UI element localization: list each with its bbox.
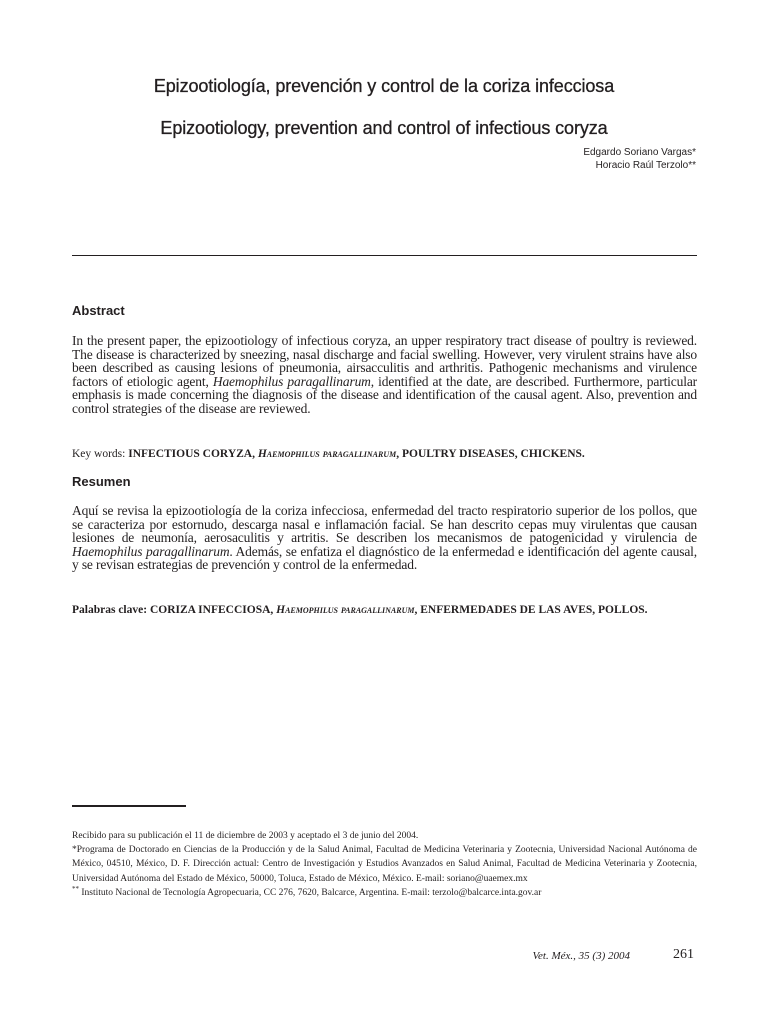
palabras-species: Haemophilus paragallinarum (276, 604, 415, 616)
title-spanish: Epizootiología, prevención y control de la coriza infecciosa (153, 76, 615, 97)
palabras-part2: , ENFERMEDADES DE LAS AVES, POLLOS. (414, 604, 648, 616)
keywords-line (72, 447, 697, 462)
footnote-author-2-text: Instituto Nacional de Tecnología Agropecuaria, CC 276, 7620, Balcarce, Argentina. E-mail: terzolo@balcarce.inta.gov.ar (79, 887, 542, 898)
resumen-text-part1: Aquí se revisa la epizootiología de la coriza infecciosa, enfermedad del tracto respiratorio superior de los pollos, que se caracteriza por estornudo, descarga nasal e inflamación facial. Se han descrito cepas muy virulentas que causan lesiones de neumonía, aerosaculitis y artritis. Se describen los mecanismos de patogenicidad y virulencia de (72, 503, 697, 545)
palabras-label: Palabras clave: (72, 604, 148, 616)
header-divider (72, 255, 697, 256)
abstract-heading: Abstract (72, 303, 125, 318)
keywords-part2: , POULTRY DISEASES, CHICKENS. (396, 448, 585, 460)
keywords-part1: INFECTIOUS CORYZA, (128, 448, 255, 460)
abstract-text (72, 334, 697, 415)
footnote-received: Recibido para su publicación el 11 de diciembre de 2003 y aceptado el 3 de junio del 2004. (72, 831, 419, 841)
keywords-label: Key words: (72, 448, 126, 460)
abstract-species-name: Haemophilus paragallinarum (212, 373, 371, 389)
palabras-part1: CORIZA INFECCIOSA, (149, 604, 274, 616)
footnote-divider (72, 805, 186, 807)
palabras-clave-line (72, 603, 697, 618)
footnote-author-1: *Programa de Doctorado en Ciencias de la Producción y de la Salud Animal, Facultad de Medicina Veterinaria y Zootecnia, Universidad Nacional Autónoma de México, 04510, México, D. F. Dirección actual: Centro de Investigación y Estudios Avanzados en Salud Animal, Facultad de Medicina Veterinaria y Zootecnia, Universidad Autónoma del Estado de México, 50000, Toluca, Estado de México, México. E-mail: soriano@uaemex.mx (72, 845, 697, 884)
keywords-species: Haemophilus paragallinarum (257, 448, 397, 460)
author-2: Horacio Raúl Terzolo** (595, 160, 696, 171)
footnote-author-2 (72, 886, 697, 900)
abstract-text-part2: , identified at the date, are described. Furthermore, particular emphasis is made concerning the diagnosis of the disease and identification of the causal agent. Also, prevention and control strategies of the disease are reviewed. (72, 373, 698, 416)
resumen-species-name: Haemophilus paragallinarum (72, 543, 230, 559)
title-english: Epizootiology, prevention and control of infectious coryza (160, 118, 608, 139)
resumen-heading: Resumen (72, 474, 131, 489)
footnote-mark: ** (72, 884, 79, 893)
resumen-text-part2: . Además, se enfatiza el diagnóstico de la enfermedad e identificación del agente causal, y se revisan estrategias de prevención y control de la enfermedad. (72, 543, 697, 572)
footnotes-block (72, 829, 697, 900)
abstract-text-part1: In the present paper, the epizootiology of infectious coryza, an upper respiratory tract disease of poultry is reviewed. The disease is characterized by sneezing, nasal discharge and facial swelling. However, very virulent strains have also been described as causing lesions of pneumonia, airsacculitis and arthritis. Pathogenic mechanisms and virulence factors of etiologic agent, (72, 333, 697, 389)
journal-reference: Vet. Méx., 35 (3) 2004 (532, 950, 630, 962)
author-1: Edgardo Soriano Vargas* (583, 147, 696, 158)
authors-block (583, 146, 696, 172)
resumen-text (72, 504, 697, 572)
page-number: 261 (673, 947, 694, 962)
